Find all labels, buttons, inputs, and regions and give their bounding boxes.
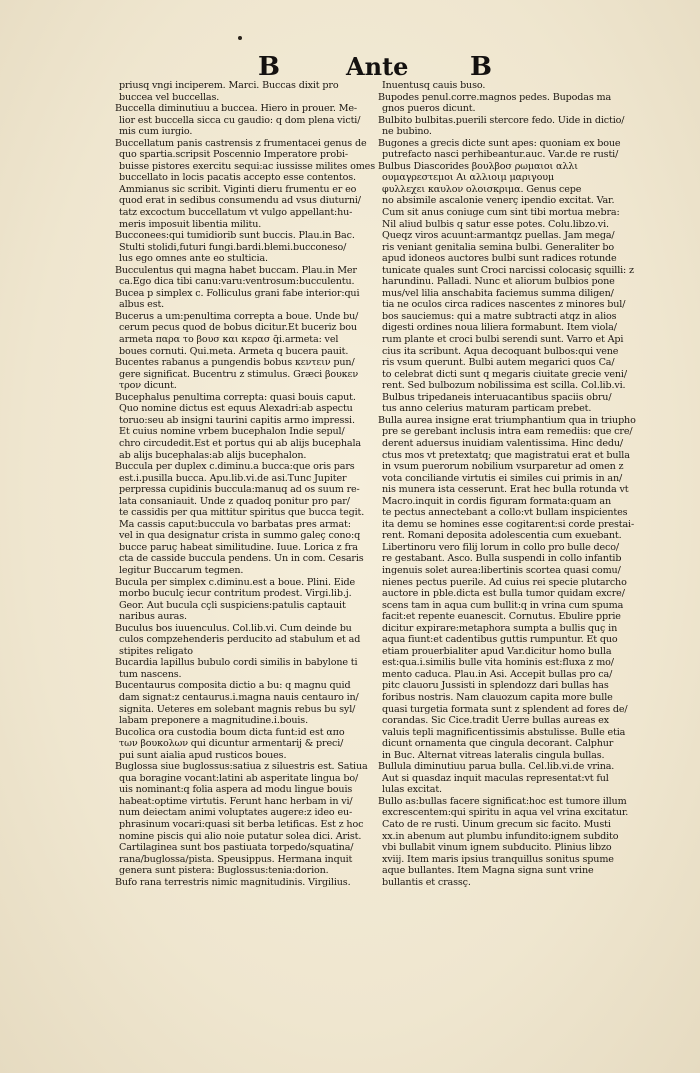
text-line: morbo buculç iecur contritum prodest. Virgi.lib.j. — [119, 588, 352, 600]
entry-headword-line: Buglossa siue buglossus:satiua z siluestris est. Satiua — [115, 761, 368, 773]
text-line: foribus nostris. Nam clauozum capita more bulle — [382, 691, 613, 703]
text-line: habeat:optime virtutis. Ferunt hanc herbam in vi/ — [119, 795, 353, 807]
entry-headword-line: Bucerus a um:penultima correpta a boue. Unde bu/ — [115, 310, 359, 322]
text-line: Bulbus tripedaneis interuacantibus spaciis obru/ — [382, 391, 612, 403]
text-line: te pectus annectebant a collo:vt bullam inspicientes — [382, 507, 628, 519]
ink-speck — [238, 36, 242, 40]
text-line: tia ne oculos circa radices nascentes z minores bul/ — [382, 299, 626, 311]
text-line: ne bubino. — [382, 126, 432, 138]
text-line: bullantis et crassç. — [382, 876, 471, 888]
text-line: Stulti stolidi,futuri fungi.bardi.blemi.bucconeso/ — [119, 241, 347, 253]
entry-headword-line: Bulla aurea insigne erat triumphantium qua in triupho — [378, 414, 636, 426]
text-line: signita. Ueteres em solebant magnis rebus bu syl/ — [119, 703, 356, 715]
entry-headword-line: Bucula per simplex c.diminu.est a boue. Plini. Eide — [115, 576, 356, 588]
entry-headword-line: Bucentaurus composita dictio a bu: q magnu quid — [115, 680, 351, 692]
text-line: Cato de re rusti. Uinum grecum sic facito. Musti — [382, 819, 611, 830]
text-line: ctus mos vt pretextatq; que magistratui erat et bulla — [382, 449, 630, 461]
text-line: nomine piscis qui alio noie putatur solea dici. Arist. — [119, 830, 362, 842]
text-line: tatz excoctum buccellatum vt vulgo appellant:hu- — [119, 207, 353, 219]
text-line: lulas excitat. — [382, 784, 442, 796]
text-line: dicitur expirare:metaphora sumpta a bullis quç in — [382, 622, 618, 634]
text-line: lata consaniauit. Unde z quadoq ponitur pro par/ — [119, 495, 350, 507]
text-line: Et cuius nomine vrbem bucephalon Indie sepul/ — [119, 426, 345, 438]
text-line: legitur Buccarum tegmen. — [119, 564, 244, 576]
text-line: toruo:seu ab insigni taurini capitis armo impressi. — [119, 414, 355, 426]
text-line: cta de casside buccula pendens. Un in com. Cesaris — [119, 553, 364, 565]
text-line: nienes pectus puerile. Ad cuius rei specie plutarcho — [382, 576, 627, 588]
text-line: qua boragine vocant:latini ab asperitate lingua bo/ — [119, 772, 359, 784]
text-line: mus/vel lilia anschabita faciemus summa diligen/ — [382, 287, 614, 299]
entry-headword-line: Bulbus Diascorides βουλβοσ ρωμαιοι αλλι — [378, 160, 578, 172]
entry-headword-line: Bucea p simplex c. Folliculus grani fabe interior:qui — [115, 287, 360, 299]
text-line: etiam prouerbialiter apud Var.dicitur homo bulla — [382, 645, 612, 657]
text-line: vota conciliande virtutis ei similes cui primis in an/ — [382, 472, 623, 484]
text-line: cerum pecus quod de bobus dicitur.Et buceriz bou — [119, 322, 357, 334]
text-line: est.i.pusilla bucca. Apu.lib.vi.de asi.Tunc Jupiter — [119, 472, 347, 484]
text-line: nis munera ista cesserunt. Erat hec bulla rotunda vt — [382, 484, 629, 496]
entry-headword-line: Bupodes penul.corre.magnos pedes. Bupodas ma — [378, 91, 612, 103]
text-line: Cum sit anus coniuge cum sint tibi mortua mebra: — [382, 207, 620, 219]
text-line: pre se gerebant inclusis intra eam remediis: que cre/ — [382, 426, 633, 438]
entry-headword-line: Bucardia lapillus bubulo cordi similis in babylone ti — [115, 657, 358, 669]
entry-headword-line: Bucephalus penultima correpta: quasi bouis caput. — [115, 391, 356, 403]
text-line: to celebrat dicti sunt q megaris ciuitate grecie veni/ — [382, 368, 627, 380]
text-line: buccea vel buccellas. — [119, 91, 220, 103]
text-line: buisse pistores exercitu sequi:ac iussisse milites omes — [119, 160, 375, 172]
text-line: rana/buglossa/pista. Speusippus. Hermana inquit — [119, 853, 353, 865]
text-line: ita demu se homines esse cogitarent:si corde prestai- — [382, 518, 635, 530]
text-line: lus ego omnes ante eo stulticia. — [119, 253, 268, 265]
text-line: perpressa cupidinis buccula:manuq ad os suum re- — [119, 484, 360, 496]
text-line: rum plante et croci bulbi serendi sunt. Varro et Api — [382, 334, 624, 346]
text-line: te cassidis per qua mittitur spiritus que bucca tegit. — [119, 507, 365, 519]
text-line: harundinu. Palladi. Nunc et aliorum bulbios pone — [382, 276, 615, 288]
entry-headword-line: Bucculentus qui magna habet buccam. Plau.in Mer — [115, 264, 357, 276]
text-line: stipites religato — [119, 645, 193, 657]
entry-headword-line: Bucconees:qui tumidiorib sunt buccis. Plau.in Bac. — [115, 230, 355, 242]
left-text-column — [115, 80, 377, 888]
text-line: quo spartia.scripsit Poscennio Imperatore probi- — [119, 149, 348, 161]
text-line: vbi bullabit vinum ignem subducito. Plinius libzo — [382, 842, 612, 854]
entry-headword-line: Bulbito bulbitas.puerili stercore fedo. Uide in dictio/ — [378, 114, 625, 126]
text-line: corandas. Sic Cice.tradit Uerre bullas aureas ex — [382, 715, 609, 727]
text-line: uis nominant:q folia aspera ad modu lingue bouis — [119, 784, 353, 796]
text-line: scens tam in aqua cum bullit:q in vrina cum spuma — [382, 599, 624, 611]
text-line: Geor. Aut bucula cçli suspiciens:patulis captauit — [119, 599, 346, 611]
text-line: mis cum iurgio. — [119, 126, 193, 138]
text-line: gnos pueros dicunt. — [382, 103, 476, 115]
text-line: Quo nomine dictus est equus Alexadri:ab aspectu — [119, 403, 353, 415]
text-line: auctore in pble.dicta est bulla tumor quidam excre/ — [382, 588, 625, 600]
text-line: ca.Ego dica tibi canu:varu:ventrosum:bucculentu. — [119, 276, 355, 288]
text-line: ab alijs bucephalas:ab alijs bucephalon. — [119, 449, 307, 461]
text-line: dam signat:z centaurus.i.magna nauis centauro in/ — [119, 691, 359, 703]
entry-headword-line: Bullo as:bullas facere significat:hoc est tumore illum — [378, 795, 627, 807]
text-line: bucce paruç habeat similitudine. Iuue. Lorica z fra — [119, 541, 358, 553]
text-line: armeta παρα το βουσ και κερασ q̄i.armeta: vel — [119, 334, 339, 346]
text-line: aque bullantes. Item Magna signa sunt vrine — [382, 865, 594, 877]
text-line: num deiectam animi voluptates augere:z ideo eu- — [119, 807, 353, 819]
entry-headword-line: Bucolica ora custodia boum dicta funt:id est απο — [115, 726, 345, 738]
text-line: lior est buccella sicca cu gaudio: q dom plena victi/ — [119, 114, 361, 126]
text-line: in vsum puerorum nobilium vsurparetur ad omen z — [382, 461, 624, 473]
text-line: putrefacto nasci perhibeantur.auc. Var.de re rusti/ — [382, 149, 619, 161]
text-line: xx.in abenum aut plumbu infundito:ignem subdito — [382, 830, 619, 842]
text-line: no absimile ascalonie venerç ipendio excitat. Var. — [382, 195, 615, 207]
text-line: ris vsum querunt. Bulbi autem megarici quos Ca/ — [382, 357, 615, 369]
text-line: apud idoneos auctores bulbi sunt radices rotunde — [382, 253, 617, 265]
text-line: rent. Romani deposita adolescentia cum exuebant. — [382, 530, 622, 542]
text-line: albus est. — [119, 299, 165, 311]
text-line: re gestabant. Asco. Bulla suspendi in collo infantib — [382, 553, 622, 565]
text-line: Nil aliud bulbis q satur esse potes. Colu.libzo.vi. — [382, 218, 609, 230]
text-line: φυλλεχει καυλον ολοισκριμα. Genus cepe — [382, 183, 582, 195]
text-line: chro circudedit.Est et portus qui ab alijs bucephala — [119, 437, 361, 449]
entry-headword-line: Buccellatum panis castrensis z frumentacei genus de — [115, 137, 367, 149]
text-line: Cartilaginea sunt bos pastiuata torpedo/squatina/ — [119, 842, 354, 854]
text-line: τρον dicunt. — [119, 380, 177, 392]
text-line: gere significat. Bucentru z stimulus. Græci βουκεν — [119, 368, 359, 380]
entry-headword-line: Buccula per duplex c.diminu.a bucca:que oris pars — [115, 461, 355, 473]
text-line: in Buc. Alternat vitreas lateralis cingula bullas. — [382, 749, 605, 761]
text-line: xviij. Item maris ipsius tranquillus sonitus spume — [382, 853, 614, 865]
text-line: Ammianus sic scribit. Viginti dieru frumentu er eo — [119, 183, 357, 195]
text-line: Queqz viros acuunt:armantqz puellas. Jam mega/ — [382, 230, 615, 242]
text-line: facit:et repente euanescit. Cornutus. Ebulire pprie — [382, 611, 621, 623]
text-line: est:qua.i.similis bulle vita hominis est:fluxa z mo/ — [382, 657, 614, 669]
text-line: aqua fiunt:et cadentibus guttis rumpuntur. Et quo — [382, 634, 618, 646]
text-line: mento caduca. Plau.in Asi. Accepit bullas pro ca/ — [382, 668, 613, 680]
text-line: pitc clauoru Jussisti in splendozz dari bullas has — [382, 680, 609, 692]
text-line: των βουκολων qui dicuntur armentarij & preci/ — [119, 738, 344, 750]
text-line: genera sunt pistera: Buglossus:tenia:dorion. — [119, 865, 329, 877]
entry-headword-line: Bullula diminutiuu parua bulla. Cel.lib.vi.de vrina. — [378, 761, 615, 773]
text-line: tum nascens. — [119, 668, 182, 680]
text-line: ingenuis solet aurea:libertinis scortea quasi comu/ — [382, 564, 621, 576]
text-line: tunicate quales sunt Croci narcissi colocasiç squilli: z — [382, 264, 634, 276]
text-line: naribus auras. — [119, 611, 187, 623]
entry-headword-line: Bugones a grecis dicte sunt apes: quoniam ex boue — [378, 137, 621, 149]
entry-headword-line: Bufo rana terrestris nimic magnitudinis. Virgilius. — [115, 876, 351, 888]
text-line: Libertinoru vero filij lorum in collo pro bulle deco/ — [382, 541, 619, 553]
entry-headword-line: Buculus bos iuuenculus. Col.lib.vi. Cum deinde bu — [115, 622, 352, 634]
text-line: ris veniant genitalia semina bulbi. Generaliter bo — [382, 241, 614, 253]
entry-headword-line: Buccella diminutiuu a buccea. Hiero in prouer. Me- — [115, 103, 358, 115]
text-line: derent aduersus inuidiam valentissima. Hinc dedu/ — [382, 437, 623, 449]
text-line: quasi turgetia formata sunt z splendent ad fores de/ — [382, 703, 628, 715]
text-line: phrasinum vocari:quasi sit berba letificas. Est z hoc — [119, 819, 364, 830]
text-line: boues cornuti. Qui.meta. Armeta q bucera pauit. — [119, 345, 349, 357]
header-running-head: Ante — [346, 52, 409, 81]
text-line: cius ita scribunt. Aqua decoquant bulbos:qui vene — [382, 345, 619, 357]
right-text-column — [378, 80, 640, 888]
text-line: digesti ordines noua liliera formabunt. Item viola/ — [382, 322, 617, 334]
text-line: pui sunt aialia apud rusticos boues. — [119, 749, 287, 761]
text-line: labam preponere a magnitudine.i.bouis. — [119, 715, 308, 727]
text-line: valuis tepli magnificentissimis abstulisse. Bulle etia — [382, 726, 626, 738]
text-line: excrescentem:qui spiritu in aqua vel vrina excitatur. — [382, 807, 629, 819]
text-line: dicunt ornamenta que cingula decorant. Calphur — [382, 738, 614, 750]
text-line: buccellato in locis pacatis accepto esse contentos. — [119, 172, 356, 184]
text-line: tus anno celerius maturam particam prebet. — [382, 403, 592, 415]
text-line: Ma cassis caput:buccula vo barbatas pres armat: — [119, 518, 351, 530]
text-line: Macro.inquit in cordis figuram formata:quam an — [382, 495, 612, 507]
text-line: Inuentusq cauis buso. — [382, 80, 486, 91]
text-line: priusq vngi inciperem. Marci. Buccas dixit pro — [119, 80, 339, 91]
text-line: rent. Sed bulbozum nobilissima est scilla. Col.lib.vi. — [382, 380, 626, 392]
text-line: bos sauciemus: qui a matre subtracti atqz in alios — [382, 310, 617, 322]
text-line: quod erat in sedibus consumendu ad vsus diuturni/ — [119, 195, 361, 207]
entry-headword-line: Bucentes rabanus a pungendis bobus κεντειν pun/ — [115, 357, 355, 369]
header-left-letter: B — [258, 52, 280, 82]
text-line: Aut si quasdaz inquit maculas representat:vt ful — [382, 772, 609, 784]
text-line: meris imposuit libentia militu. — [119, 218, 262, 230]
text-line: vel in qua designatur crista in summo galeç cono:q — [119, 530, 361, 542]
text-line: culos compzehenderis perducito ad stabulum et ad — [119, 634, 361, 646]
text-line: ουμαγρεστεμοι Αι αλλιοιμ μαριγουμ — [382, 172, 555, 184]
header-right-letter: B — [470, 52, 492, 82]
